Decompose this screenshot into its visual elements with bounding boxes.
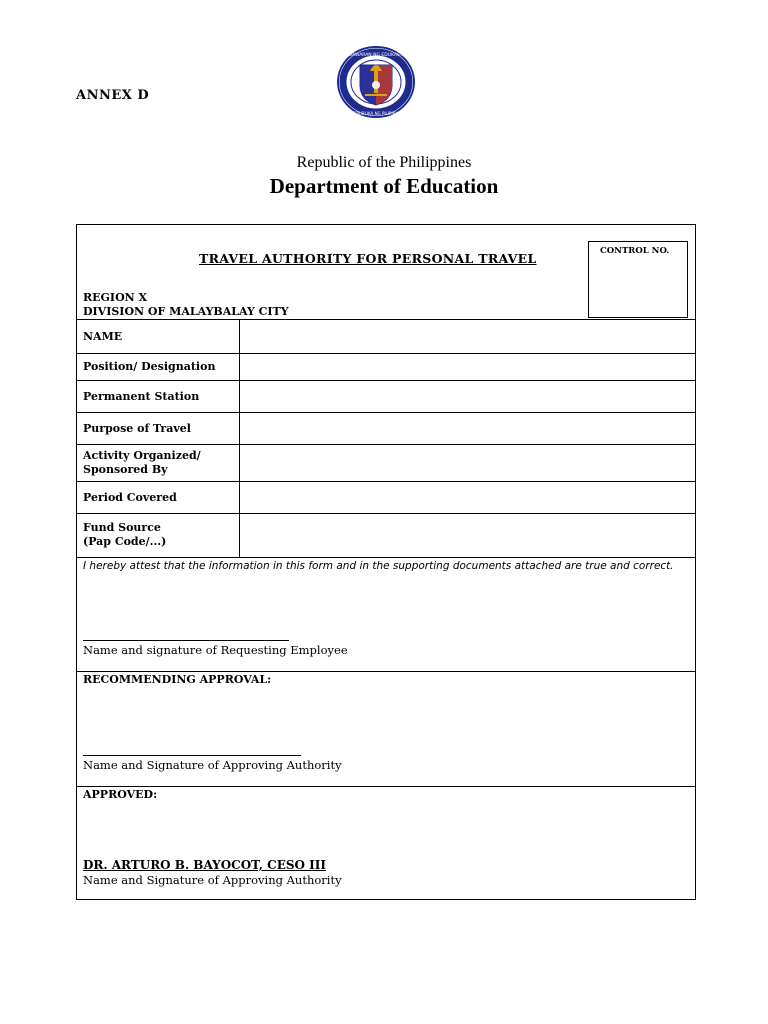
recommending-signature-line[interactable] [83,755,301,756]
station-input[interactable] [240,381,695,412]
recommending-signature-label: Name and Signature of Approving Authority [83,758,342,772]
name-input[interactable] [240,320,695,353]
division-text: DIVISION OF MALAYBALAY CITY [83,305,289,318]
republic-heading: Republic of the Philippines [296,154,472,171]
field-label-fund-line2: (Pap Code/...) [83,535,167,548]
control-number-box[interactable] [588,241,688,318]
field-label-position: Position/ Designation [83,360,216,373]
department-heading: Department of Education [269,174,499,198]
field-label-fund-line1: Fund Source [83,521,161,534]
fund-source-input[interactable] [240,514,695,557]
field-label-period: Period Covered [83,491,177,504]
position-input[interactable] [240,354,695,380]
approved-label: APPROVED: [83,788,158,801]
control-number-label: CONTROL NO. [600,246,670,256]
field-label-activity-line2: Sponsored By [83,463,168,476]
approved-signature-label: Name and Signature of Approving Authority [83,873,342,887]
activity-input[interactable] [240,445,695,481]
seal-bottom-text: REPUBLIKA NG PILIPINAS [351,111,401,116]
table-column-divider [239,319,240,557]
field-label-purpose: Purpose of Travel [83,422,191,435]
approved-section-border [77,786,695,787]
region-text: REGION X [83,291,148,304]
field-label-station: Permanent Station [83,390,200,403]
period-input[interactable] [240,482,695,513]
seal-top-text: KAGAWARAN NG EDUKASYON [342,53,410,58]
approver-name: DR. ARTURO B. BAYOCOT, CESO III [83,858,326,872]
attestation-text: I hereby attest that the information in this form and in the supporting documents attached are true and correct. [83,560,674,572]
travel-authority-form [76,224,696,900]
requesting-signature-label: Name and signature of Requesting Employee [83,643,348,657]
field-label-activity [83,449,201,477]
form-title: TRAVEL AUTHORITY FOR PERSONAL TRAVEL [199,251,537,266]
annex-label: ANNEX D [76,88,150,103]
field-label-fund [83,521,166,549]
field-label-activity-line1: Activity Organized/ [83,449,201,462]
recommending-section-border [77,671,695,672]
deped-seal-logo [336,45,416,119]
field-label-name: NAME [83,330,123,343]
purpose-input[interactable] [240,413,695,444]
region-division [83,291,289,319]
requesting-signature-line[interactable] [83,640,289,641]
recommending-approval-label: RECOMMENDING APPROVAL: [83,673,272,686]
field-table-bottom-border [77,557,695,558]
